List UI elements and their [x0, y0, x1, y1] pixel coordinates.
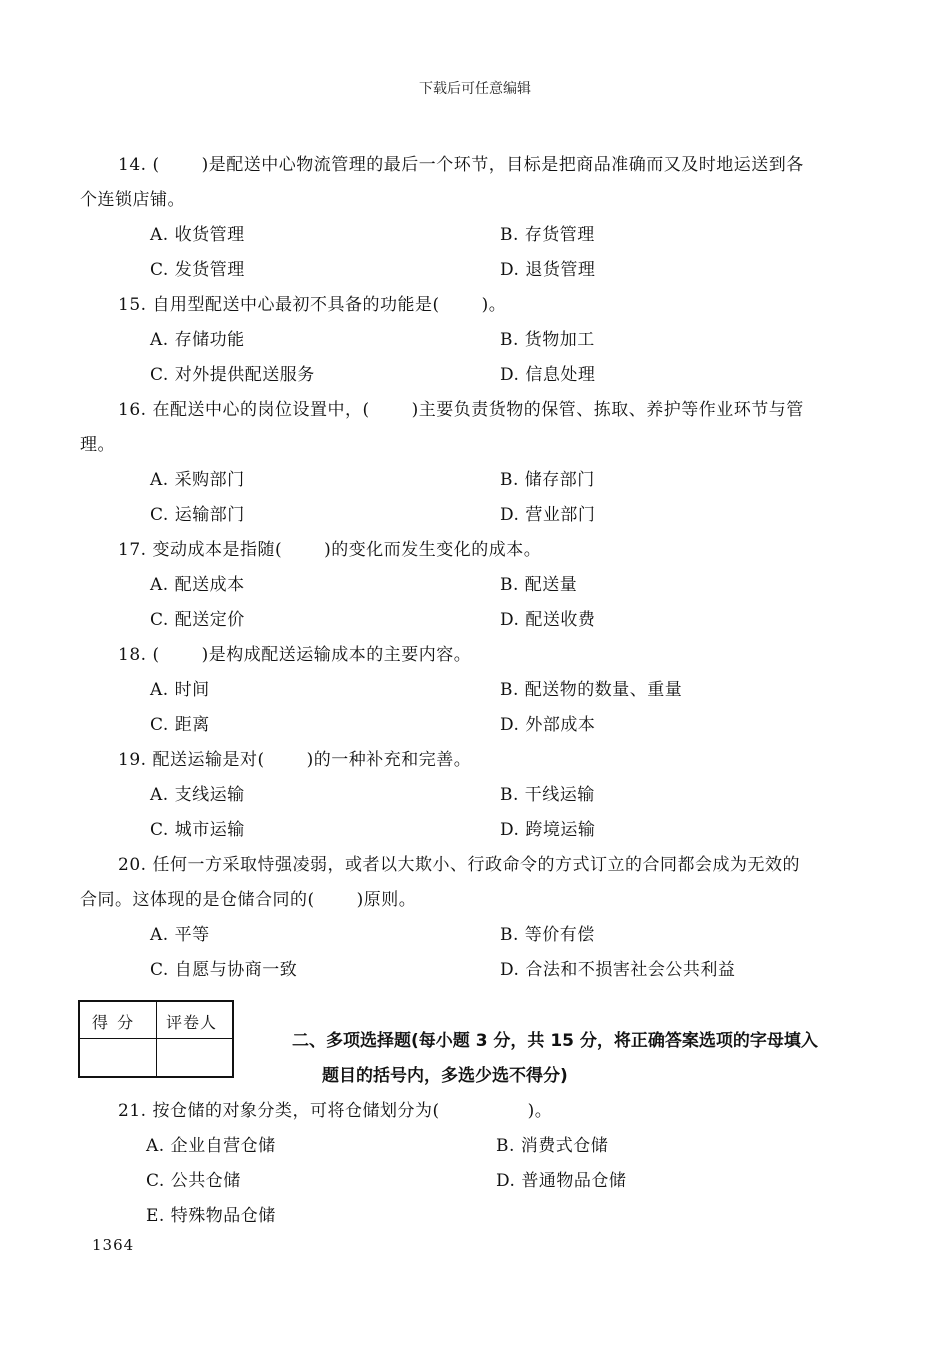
- section-2-title-cont: 题目的括号内，多选少选不得分): [322, 1066, 568, 1086]
- question-15-stem-part2: )。: [481, 295, 507, 315]
- question-18-stem-part2: )是构成配送运输成本的主要内容。: [201, 645, 472, 665]
- question-20-option-d: D. 合法和不损害社会公共利益: [500, 960, 736, 980]
- question-21-option-d: D. 普通物品仓储: [496, 1171, 627, 1191]
- grader-label: 评卷人: [166, 1013, 218, 1032]
- question-16-option-a: A. 采购部门: [150, 470, 245, 490]
- question-19-option-c: C. 城市运输: [150, 820, 245, 840]
- question-15-option-d: D. 信息处理: [500, 365, 596, 385]
- question-15-stem: [118, 294, 506, 316]
- question-18-option-a: A. 时间: [150, 680, 210, 700]
- header-note: 下载后可任意编辑: [419, 81, 531, 97]
- question-17-option-c: C. 配送定价: [150, 610, 245, 630]
- question-16-option-b: B. 储存部门: [500, 470, 595, 490]
- score-label: 得 分: [92, 1013, 136, 1032]
- question-14-stem-part2: )是配送中心物流管理的最后一个环节，目标是把商品准确而又及时地运送到各: [201, 155, 804, 175]
- question-14-option-b: B. 存货管理: [500, 225, 595, 245]
- question-21-option-c: C. 公共仓储: [146, 1171, 241, 1191]
- question-20-option-b: B. 等价有偿: [500, 925, 595, 945]
- question-21-option-e: E. 特殊物品仓储: [146, 1206, 276, 1226]
- question-20-stem-part1: 合同。这体现的是仓储合同的(: [80, 890, 315, 910]
- question-17-option-b: B. 配送量: [500, 575, 578, 595]
- question-21-stem-part1: 21. 按仓储的对象分类，可将仓储划分为(: [118, 1101, 440, 1121]
- question-15-stem-part1: 15. 自用型配送中心最初不具备的功能是(: [118, 295, 440, 315]
- question-19-stem: [118, 749, 471, 771]
- question-20-stem-part2: )原则。: [356, 890, 417, 910]
- page-number: 1364: [92, 1236, 135, 1254]
- question-17-stem-part1: 17. 变动成本是指随(: [118, 540, 283, 560]
- question-17-option-a: A. 配送成本: [150, 575, 245, 595]
- question-16-option-d: D. 营业部门: [500, 505, 596, 525]
- question-14-option-c: C. 发货管理: [150, 260, 245, 280]
- question-14-stem: [118, 154, 804, 176]
- score-box: [78, 1000, 234, 1078]
- question-16-stem-part1: 16. 在配送中心的岗位设置中，(: [118, 400, 370, 420]
- question-14-option-d: D. 退货管理: [500, 260, 596, 280]
- score-box-divider-vertical: [156, 1002, 157, 1076]
- question-17-stem-part2: )的变化而发生变化的成本。: [324, 540, 542, 560]
- question-21-stem: [118, 1100, 552, 1122]
- question-19-option-a: A. 支线运输: [150, 785, 245, 805]
- question-15-option-b: B. 货物加工: [500, 330, 595, 350]
- question-15-option-a: A. 存储功能: [150, 330, 245, 350]
- question-18-option-c: C. 距离: [150, 715, 210, 735]
- question-17-option-d: D. 配送收费: [500, 610, 596, 630]
- question-18-stem: [118, 644, 471, 666]
- question-20-stem: 20. 任何一方采取恃强凌弱，或者以大欺小、行政命令的方式订立的合同都会成为无效的: [118, 855, 800, 875]
- question-15-option-c: C. 对外提供配送服务: [150, 365, 315, 385]
- question-14-stem-cont: 个连锁店铺。: [80, 190, 185, 210]
- question-16-stem-part2: )主要负责货物的保管、拣取、养护等作业环节与管: [411, 400, 804, 420]
- question-16-option-c: C. 运输部门: [150, 505, 245, 525]
- question-14-stem-part1: 14. (: [118, 155, 160, 175]
- question-20-stem-cont: [80, 889, 416, 911]
- question-21-option-a: A. 企业自营仓储: [146, 1136, 276, 1156]
- question-16-stem: [118, 399, 804, 421]
- question-21-stem-part2: )。: [527, 1101, 553, 1121]
- question-18-option-b: B. 配送物的数量、重量: [500, 680, 683, 700]
- question-20-option-a: A. 平等: [150, 925, 210, 945]
- section-2-title: 二、多项选择题(每小题 3 分，共 15 分，将正确答案选项的字母填入: [292, 1031, 818, 1051]
- question-19-option-d: D. 跨境运输: [500, 820, 596, 840]
- question-18-option-d: D. 外部成本: [500, 715, 596, 735]
- question-19-option-b: B. 干线运输: [500, 785, 595, 805]
- question-20-option-c: C. 自愿与协商一致: [150, 960, 298, 980]
- question-17-stem: [118, 539, 541, 561]
- question-18-stem-part1: 18. (: [118, 645, 160, 665]
- question-19-stem-part1: 19. 配送运输是对(: [118, 750, 265, 770]
- question-14-option-a: A. 收货管理: [150, 225, 245, 245]
- question-21-option-b: B. 消费式仓储: [496, 1136, 609, 1156]
- question-16-stem-cont: 理。: [80, 435, 115, 455]
- question-19-stem-part2: )的一种补充和完善。: [306, 750, 472, 770]
